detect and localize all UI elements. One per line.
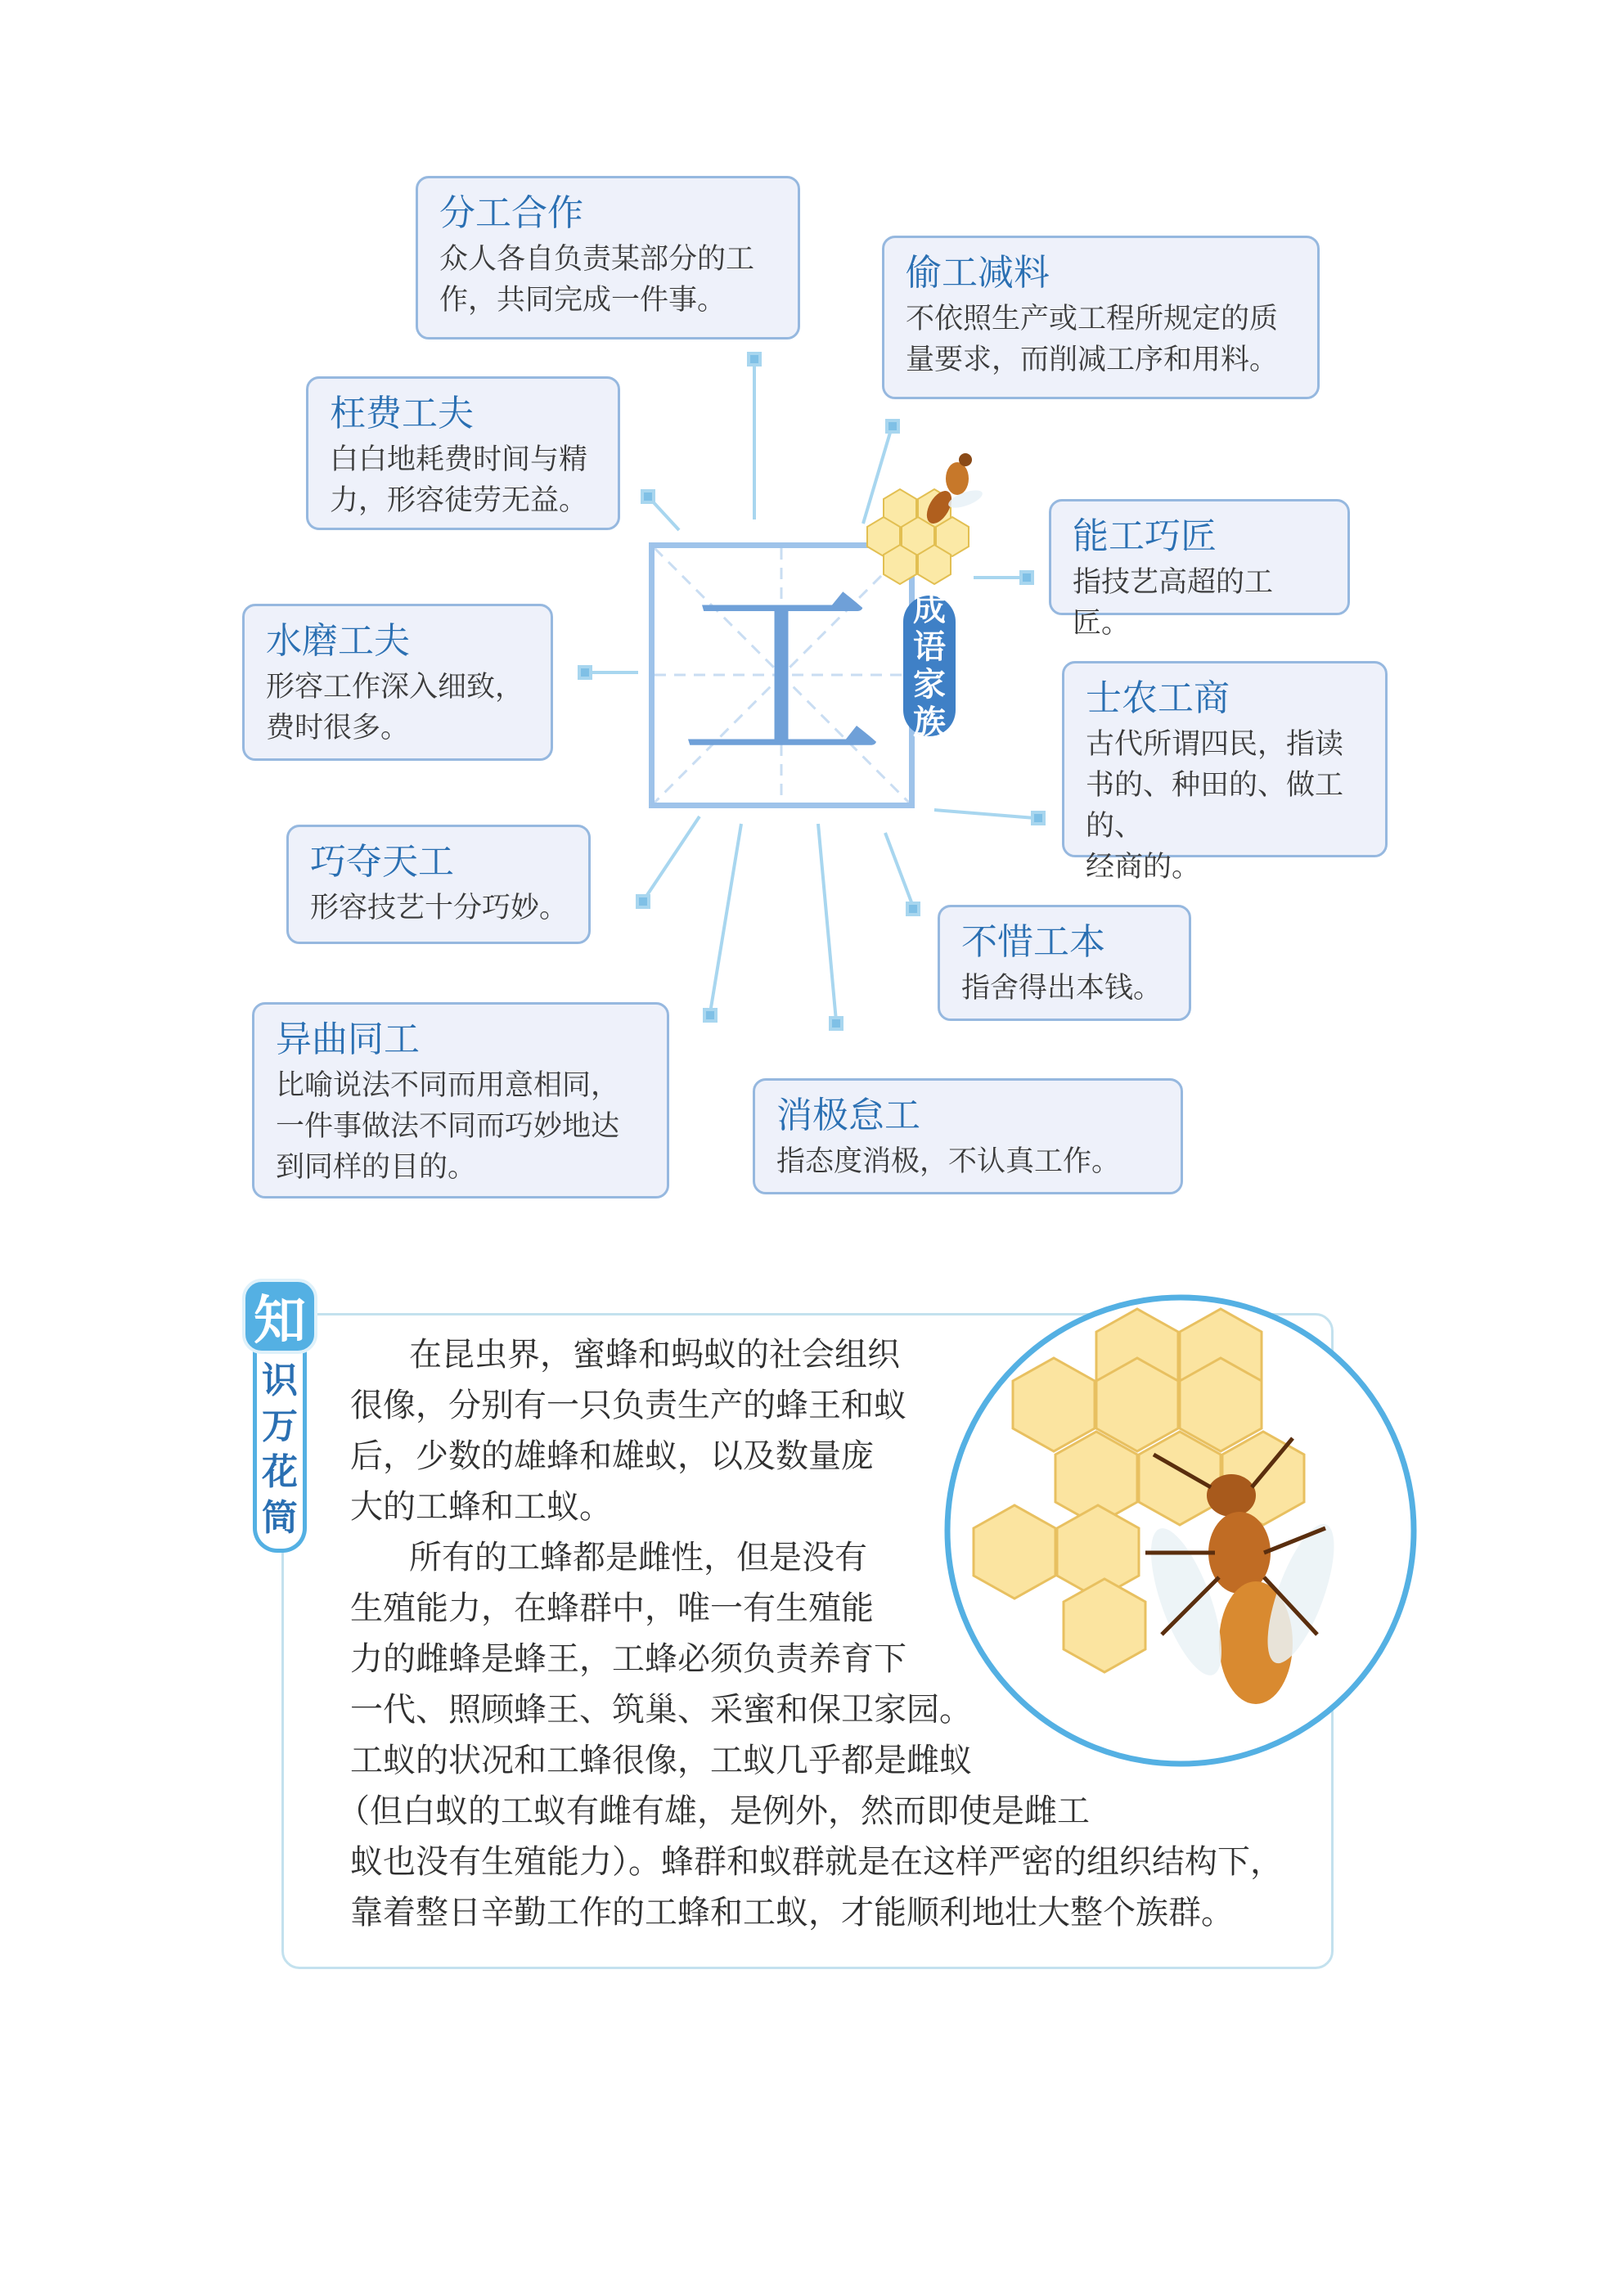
idiom-desc-line: 不依照生产或工程所规定的质 bbox=[906, 303, 1279, 335]
knowledge-text-line: 力的雌蜂是蜂王，工蜂必须负责养育下 bbox=[350, 1640, 906, 1678]
idiom-family-label: 成 语 家 族 bbox=[903, 596, 956, 736]
knowledge-text-line: 很像，分别有一只负责生产的蜂王和蚁 bbox=[350, 1387, 906, 1424]
knowledge-badge-label: 识 万 花 筒 bbox=[253, 1350, 307, 1553]
idiom-card-tougong bbox=[882, 236, 1320, 399]
idiom-desc-line: 一件事做法不同而巧妙地达 bbox=[276, 1110, 620, 1143]
idiom-card-xiaoji bbox=[753, 1078, 1183, 1194]
knowledge-text-line: 所有的工蜂都是雌性，但是没有 bbox=[409, 1539, 867, 1576]
idiom-title: 能工巧匠 bbox=[1073, 515, 1217, 557]
idiom-desc-line: 费时很多。 bbox=[266, 712, 410, 744]
idiom-card-shuimo bbox=[242, 604, 553, 761]
honeycomb-bee-illustration bbox=[941, 1291, 1424, 1774]
knowledge-text-line: 后，少数的雄蜂和雄蚁，以及数量庞 bbox=[350, 1437, 874, 1475]
knowledge-badge-icon: 知 bbox=[242, 1279, 317, 1354]
idiom-card-fengong bbox=[416, 176, 800, 340]
idiom-desc-line: 古代所谓四民，指读 bbox=[1086, 728, 1344, 761]
knowledge-text-line: 蚁也没有生殖能力）。蜂群和蚁群就是在这样严密的组织结构下， bbox=[350, 1843, 1283, 1881]
idiom-card-shinong bbox=[1062, 661, 1388, 884]
idiom-title: 士农工商 bbox=[1086, 677, 1230, 719]
idiom-desc-line: 作，共同完成一件事。 bbox=[439, 284, 727, 317]
idiom-desc-line: 形容技艺十分巧妙。 bbox=[310, 892, 569, 924]
idiom-desc-line: 经商的。 bbox=[1086, 851, 1201, 884]
idiom-title: 不惜工本 bbox=[961, 921, 1105, 963]
idiom-desc-line: 指态度消极，不认真工作。 bbox=[776, 1145, 1121, 1178]
idiom-title: 异曲同工 bbox=[276, 1019, 420, 1060]
idiom-title: 分工合作 bbox=[439, 192, 583, 234]
idiom-desc-line: 形容工作深入细致， bbox=[266, 671, 524, 704]
idiom-title: 巧夺天工 bbox=[310, 841, 454, 883]
idiom-desc-line: 指技艺高超的工匠。 bbox=[1073, 566, 1274, 640]
idiom-title: 偷工减料 bbox=[906, 252, 1050, 294]
idiom-desc-line: 指舍得出本钱。 bbox=[961, 972, 1163, 1005]
idiom-desc-line: 量要求，而削减工序和用料。 bbox=[906, 344, 1279, 376]
idiom-card-qiaoduo bbox=[286, 825, 591, 944]
center-character: 工 bbox=[679, 555, 884, 794]
knowledge-text-line: （但白蚁的工蚁有雌有雄，是例外，然而即使是雌工 bbox=[337, 1792, 1090, 1830]
idiom-title: 消极怠工 bbox=[776, 1095, 920, 1136]
idiom-desc-line: 白白地耗费时间与精 bbox=[330, 443, 588, 476]
bee-honeycomb-icon bbox=[851, 442, 990, 605]
idiom-desc-line: 到同样的目的。 bbox=[276, 1151, 477, 1184]
idiom-title: 枉费工夫 bbox=[330, 393, 474, 434]
idiom-card-yiqu bbox=[252, 1002, 669, 1198]
idiom-desc-line: 力，形容徒劳无益。 bbox=[330, 484, 588, 517]
idiom-title: 水磨工夫 bbox=[266, 620, 410, 662]
knowledge-text-line: 大的工蜂和工蚁。 bbox=[350, 1488, 612, 1526]
idiom-desc-line: 比喻说法不同而用意相同， bbox=[276, 1069, 620, 1102]
knowledge-text-line: 工蚁的状况和工蜂很像，工蚁几乎都是雌蚁 bbox=[350, 1742, 972, 1779]
knowledge-text-line: 生殖能力，在蜂群中，唯一有生殖能 bbox=[350, 1590, 874, 1627]
idiom-card-buxi bbox=[938, 905, 1191, 1021]
idiom-card-wangfei bbox=[306, 376, 620, 530]
idiom-desc-line: 众人各自负责某部分的工 bbox=[439, 243, 755, 276]
knowledge-text-line: 靠着整日辛勤工作的工蜂和工蚁，才能顺利地壮大整个族群。 bbox=[350, 1894, 1234, 1931]
knowledge-text-line: 一代、照顾蜂王、筑巢、采蜜和保卫家园。 bbox=[350, 1691, 972, 1729]
knowledge-text-line: 在昆虫界，蜜蜂和蚂蚁的社会组织 bbox=[409, 1336, 900, 1374]
idiom-desc-line: 书的、种田的、做工的、 bbox=[1086, 769, 1344, 843]
idiom-card-nenggong bbox=[1049, 499, 1350, 640]
